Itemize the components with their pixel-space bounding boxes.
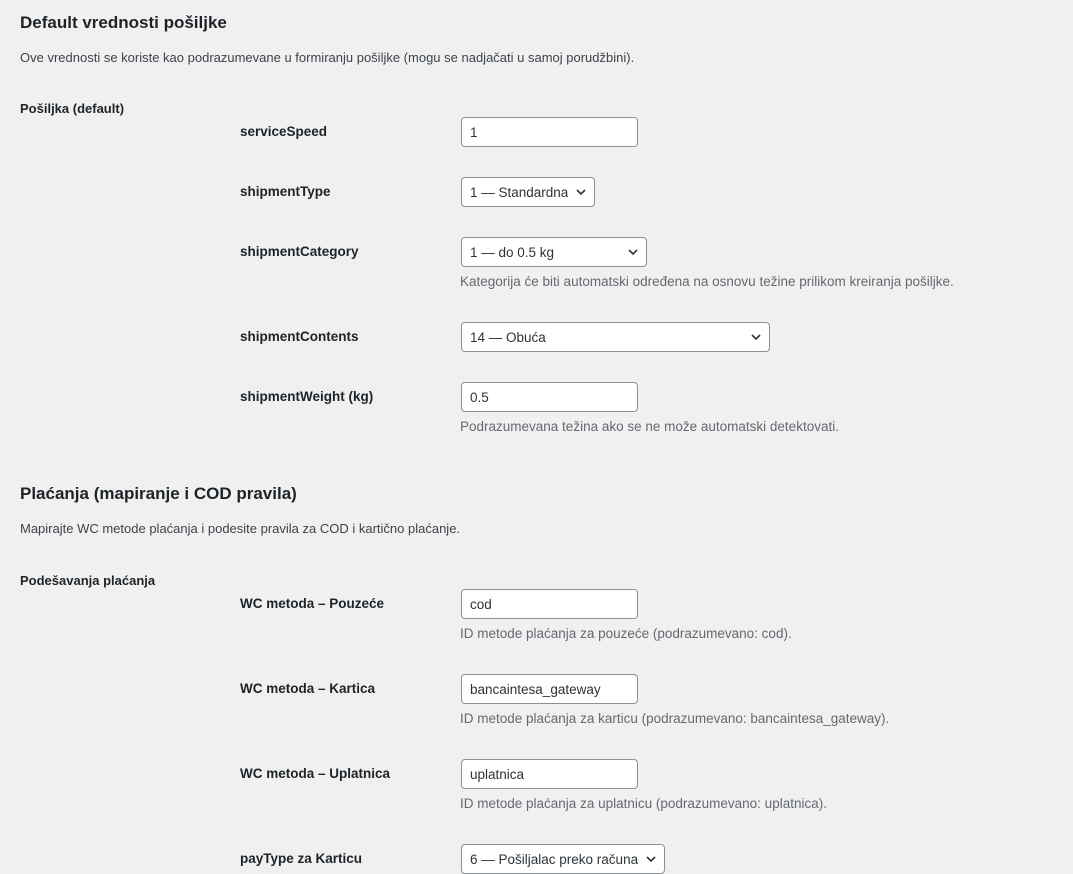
wc-card-label: WC metoda – Kartica xyxy=(240,681,376,696)
wc-slip-input[interactable] xyxy=(461,759,638,789)
shipment-group-label: Pošiljka (default) xyxy=(20,101,125,116)
wc-cod-label: WC metoda – Pouzeće xyxy=(240,596,385,611)
shipment-category-select[interactable] xyxy=(461,237,647,267)
shipment-weight-value: 0.5 xyxy=(470,389,489,405)
shipment-contents-label: shipmentContents xyxy=(240,329,359,344)
wc-slip-help: ID metode plaćanja za uplatnicu (podrazumevano: uplatnica). xyxy=(460,796,827,811)
paytype-card-select[interactable] xyxy=(461,844,665,874)
wc-card-help: ID metode plaćanja za karticu (podrazumevano: bancaintesa_gateway). xyxy=(460,711,890,726)
chevron-down-icon xyxy=(750,331,762,343)
chevron-down-icon xyxy=(627,246,639,258)
wc-cod-input[interactable] xyxy=(461,589,638,619)
chevron-down-icon xyxy=(645,853,657,865)
shipment-defaults-description: Ove vrednosti se koriste kao podrazumevane u formiranju pošiljke (mogu se nadjačati u samoj porudžbini). xyxy=(20,50,635,65)
payments-description: Mapirajte WC metode plaćanja i podesite pravila za COD i kartično plaćanje. xyxy=(20,521,461,536)
wc-cod-value: cod xyxy=(470,596,492,612)
service-speed-label: serviceSpeed xyxy=(240,124,328,139)
wc-slip-label: WC metoda – Uplatnica xyxy=(240,766,391,781)
chevron-down-icon xyxy=(575,186,587,198)
wc-slip-value: uplatnica xyxy=(470,766,525,782)
shipment-weight-input[interactable] xyxy=(461,382,638,412)
shipment-category-help: Kategorija će biti automatski određena na osnovu težine prilikom kreiranja pošiljke. xyxy=(460,274,954,289)
payments-title: Plaćanja (mapiranje i COD pravila) xyxy=(20,484,297,503)
wc-card-input[interactable] xyxy=(461,674,638,704)
shipment-type-value: 1 — Standardna xyxy=(470,184,568,200)
shipment-weight-label: shipmentWeight (kg) xyxy=(240,389,374,404)
payment-group-label: Podešavanja plaćanja xyxy=(20,573,156,588)
shipment-contents-select[interactable] xyxy=(461,322,770,352)
shipment-weight-help: Podrazumevana težina ako se ne može automatski detektovati. xyxy=(460,419,839,434)
wc-card-value: bancaintesa_gateway xyxy=(470,681,601,697)
shipment-category-value: 1 — do 0.5 kg xyxy=(470,244,555,260)
service-speed-value: 1 xyxy=(470,124,478,140)
shipment-contents-value: 14 — Obuća xyxy=(470,329,546,345)
paytype-card-value: 6 — Pošiljalac preko računa xyxy=(470,851,638,867)
shipment-category-label: shipmentCategory xyxy=(240,244,359,259)
shipment-defaults-title: Default vrednosti pošiljke xyxy=(20,13,227,32)
service-speed-input[interactable] xyxy=(461,117,638,147)
shipment-type-select[interactable] xyxy=(461,177,595,207)
wc-cod-help: ID metode plaćanja za pouzeće (podrazumevano: cod). xyxy=(460,626,792,641)
shipment-type-label: shipmentType xyxy=(240,184,331,199)
paytype-card-label: payType za Karticu xyxy=(240,851,363,866)
